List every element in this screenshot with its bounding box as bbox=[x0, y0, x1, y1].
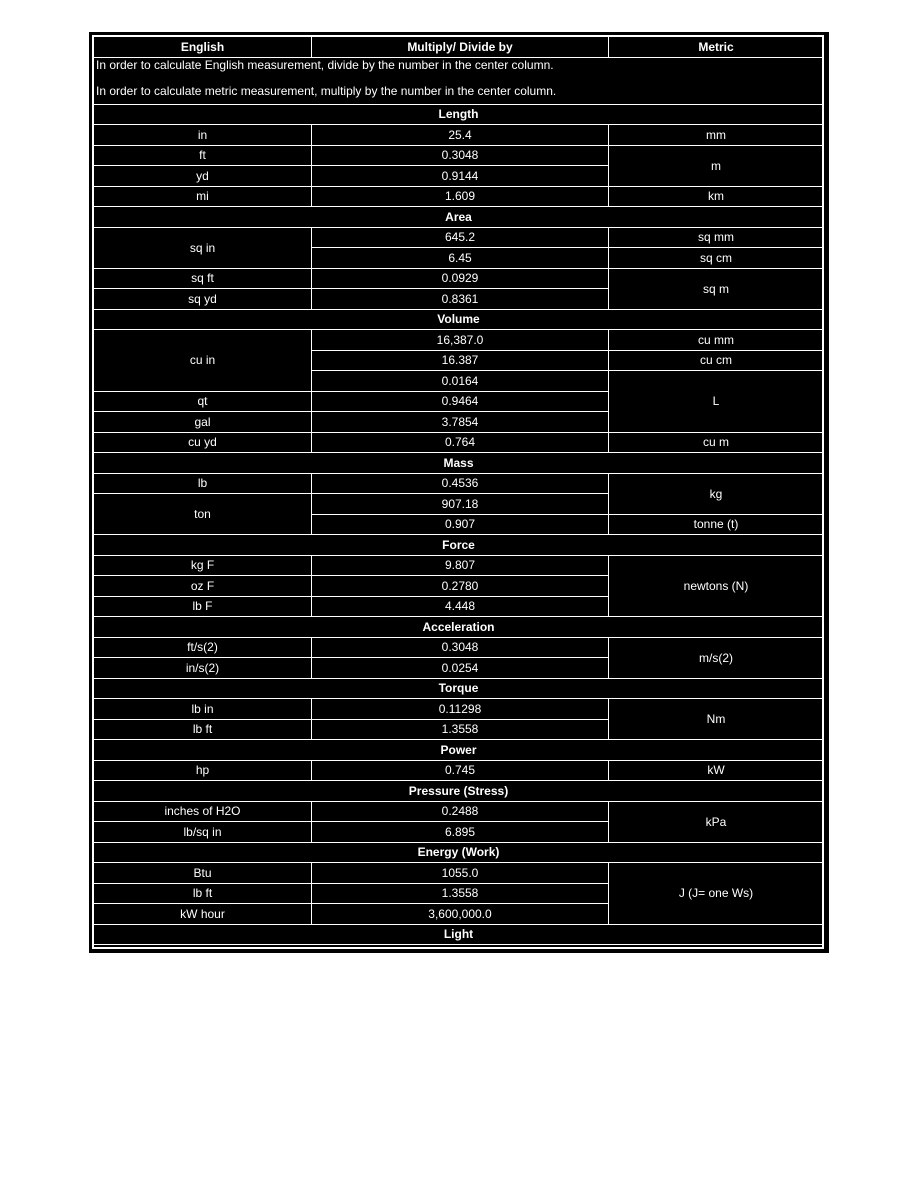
header-multiply: Multiply/ Divide by bbox=[312, 37, 609, 58]
instructions-note bbox=[94, 57, 824, 104]
section-volume: Volume bbox=[94, 309, 824, 330]
section-length: Length bbox=[94, 104, 824, 125]
factor: 6.895 bbox=[312, 822, 609, 843]
table-row bbox=[94, 145, 824, 166]
english-unit: lb F bbox=[94, 596, 312, 617]
metric-unit: m/s(2) bbox=[609, 637, 824, 678]
factor: 0.764 bbox=[312, 432, 609, 453]
metric-unit: cu mm bbox=[609, 330, 824, 351]
metric-unit: L bbox=[609, 371, 824, 433]
section-energy: Energy (Work) bbox=[94, 842, 824, 863]
table-row bbox=[94, 186, 824, 207]
note-row bbox=[94, 57, 824, 104]
english-unit: yd bbox=[94, 166, 312, 187]
english-unit: mi bbox=[94, 186, 312, 207]
factor: 16.387 bbox=[312, 350, 609, 371]
english-unit: inches of H2O bbox=[94, 801, 312, 822]
section-mass: Mass bbox=[94, 453, 824, 474]
table-row bbox=[94, 432, 824, 453]
metric-unit: km bbox=[609, 186, 824, 207]
factor: 0.2780 bbox=[312, 576, 609, 597]
factor: 1.3558 bbox=[312, 719, 609, 740]
header-row bbox=[94, 37, 824, 58]
table-row bbox=[94, 760, 824, 781]
factor: 0.3048 bbox=[312, 637, 609, 658]
factor: 0.745 bbox=[312, 760, 609, 781]
english-unit: sq yd bbox=[94, 289, 312, 310]
english-unit: Btu bbox=[94, 863, 312, 884]
table-row bbox=[94, 555, 824, 576]
english-unit: hp bbox=[94, 760, 312, 781]
english-unit: in bbox=[94, 125, 312, 146]
factor: 907.18 bbox=[312, 494, 609, 515]
metric-unit: cu m bbox=[609, 432, 824, 453]
factor: 0.9144 bbox=[312, 166, 609, 187]
english-unit: lb in bbox=[94, 699, 312, 720]
table-row bbox=[94, 227, 824, 248]
metric-unit: kW bbox=[609, 760, 824, 781]
english-unit: kg F bbox=[94, 555, 312, 576]
metric-unit: cu cm bbox=[609, 350, 824, 371]
factor: 25.4 bbox=[312, 125, 609, 146]
english-unit: sq in bbox=[94, 227, 312, 268]
section-light: Light bbox=[94, 924, 824, 945]
factor: 0.3048 bbox=[312, 145, 609, 166]
header-english: English bbox=[94, 37, 312, 58]
factor: 1.3558 bbox=[312, 883, 609, 904]
english-unit: kW hour bbox=[94, 904, 312, 925]
section-acceleration: Acceleration bbox=[94, 617, 824, 638]
section-force: Force bbox=[94, 535, 824, 556]
english-unit: lb ft bbox=[94, 719, 312, 740]
english-unit: gal bbox=[94, 412, 312, 433]
table-row bbox=[94, 268, 824, 289]
factor: 6.45 bbox=[312, 248, 609, 269]
section-area: Area bbox=[94, 207, 824, 228]
english-unit: qt bbox=[94, 391, 312, 412]
english-unit: ton bbox=[94, 494, 312, 535]
factor: 9.807 bbox=[312, 555, 609, 576]
english-unit: cu yd bbox=[94, 432, 312, 453]
table-row bbox=[94, 125, 824, 146]
english-unit: in/s(2) bbox=[94, 658, 312, 679]
metric-unit: kPa bbox=[609, 801, 824, 842]
factor: 0.9464 bbox=[312, 391, 609, 412]
english-unit: cu in bbox=[94, 330, 312, 392]
metric-unit: tonne (t) bbox=[609, 514, 824, 535]
english-unit: ft/s(2) bbox=[94, 637, 312, 658]
factor: 645.2 bbox=[312, 227, 609, 248]
factor: 0.0929 bbox=[312, 268, 609, 289]
factor: 0.0164 bbox=[312, 371, 609, 392]
table-row bbox=[94, 330, 824, 351]
factor: 1055.0 bbox=[312, 863, 609, 884]
factor: 0.907 bbox=[312, 514, 609, 535]
table-row bbox=[94, 637, 824, 658]
english-unit: lb bbox=[94, 473, 312, 494]
metric-unit: m bbox=[609, 145, 824, 186]
factor: 0.11298 bbox=[312, 699, 609, 720]
metric-unit: kg bbox=[609, 473, 824, 514]
note-english: In order to calculate English measurement, divide by the number in the center column. bbox=[96, 57, 554, 72]
factor: 0.4536 bbox=[312, 473, 609, 494]
metric-unit: mm bbox=[609, 125, 824, 146]
factor: 4.448 bbox=[312, 596, 609, 617]
note-metric: In order to calculate metric measurement, multiply by the number in the center column. bbox=[96, 83, 557, 98]
factor: 0.0254 bbox=[312, 658, 609, 679]
metric-unit: Nm bbox=[609, 699, 824, 740]
table-row bbox=[94, 699, 824, 720]
section-torque: Torque bbox=[94, 678, 824, 699]
metric-unit: sq cm bbox=[609, 248, 824, 269]
metric-unit: sq mm bbox=[609, 227, 824, 248]
factor: 0.2488 bbox=[312, 801, 609, 822]
section-power: Power bbox=[94, 740, 824, 761]
factor: 16,387.0 bbox=[312, 330, 609, 351]
metric-unit: sq m bbox=[609, 268, 824, 309]
header-metric: Metric bbox=[609, 37, 824, 58]
table-row bbox=[94, 473, 824, 494]
section-pressure: Pressure (Stress) bbox=[94, 781, 824, 802]
metric-unit: newtons (N) bbox=[609, 555, 824, 617]
english-unit: lb/sq in bbox=[94, 822, 312, 843]
english-unit: sq ft bbox=[94, 268, 312, 289]
conversion-table bbox=[93, 36, 824, 945]
english-unit: lb ft bbox=[94, 883, 312, 904]
table-row bbox=[94, 863, 824, 884]
factor: 0.8361 bbox=[312, 289, 609, 310]
factor: 3,600,000.0 bbox=[312, 904, 609, 925]
english-unit: oz F bbox=[94, 576, 312, 597]
table-row bbox=[94, 801, 824, 822]
factor: 3.7854 bbox=[312, 412, 609, 433]
factor: 1.609 bbox=[312, 186, 609, 207]
english-unit: ft bbox=[94, 145, 312, 166]
metric-unit: J (J= one Ws) bbox=[609, 863, 824, 925]
